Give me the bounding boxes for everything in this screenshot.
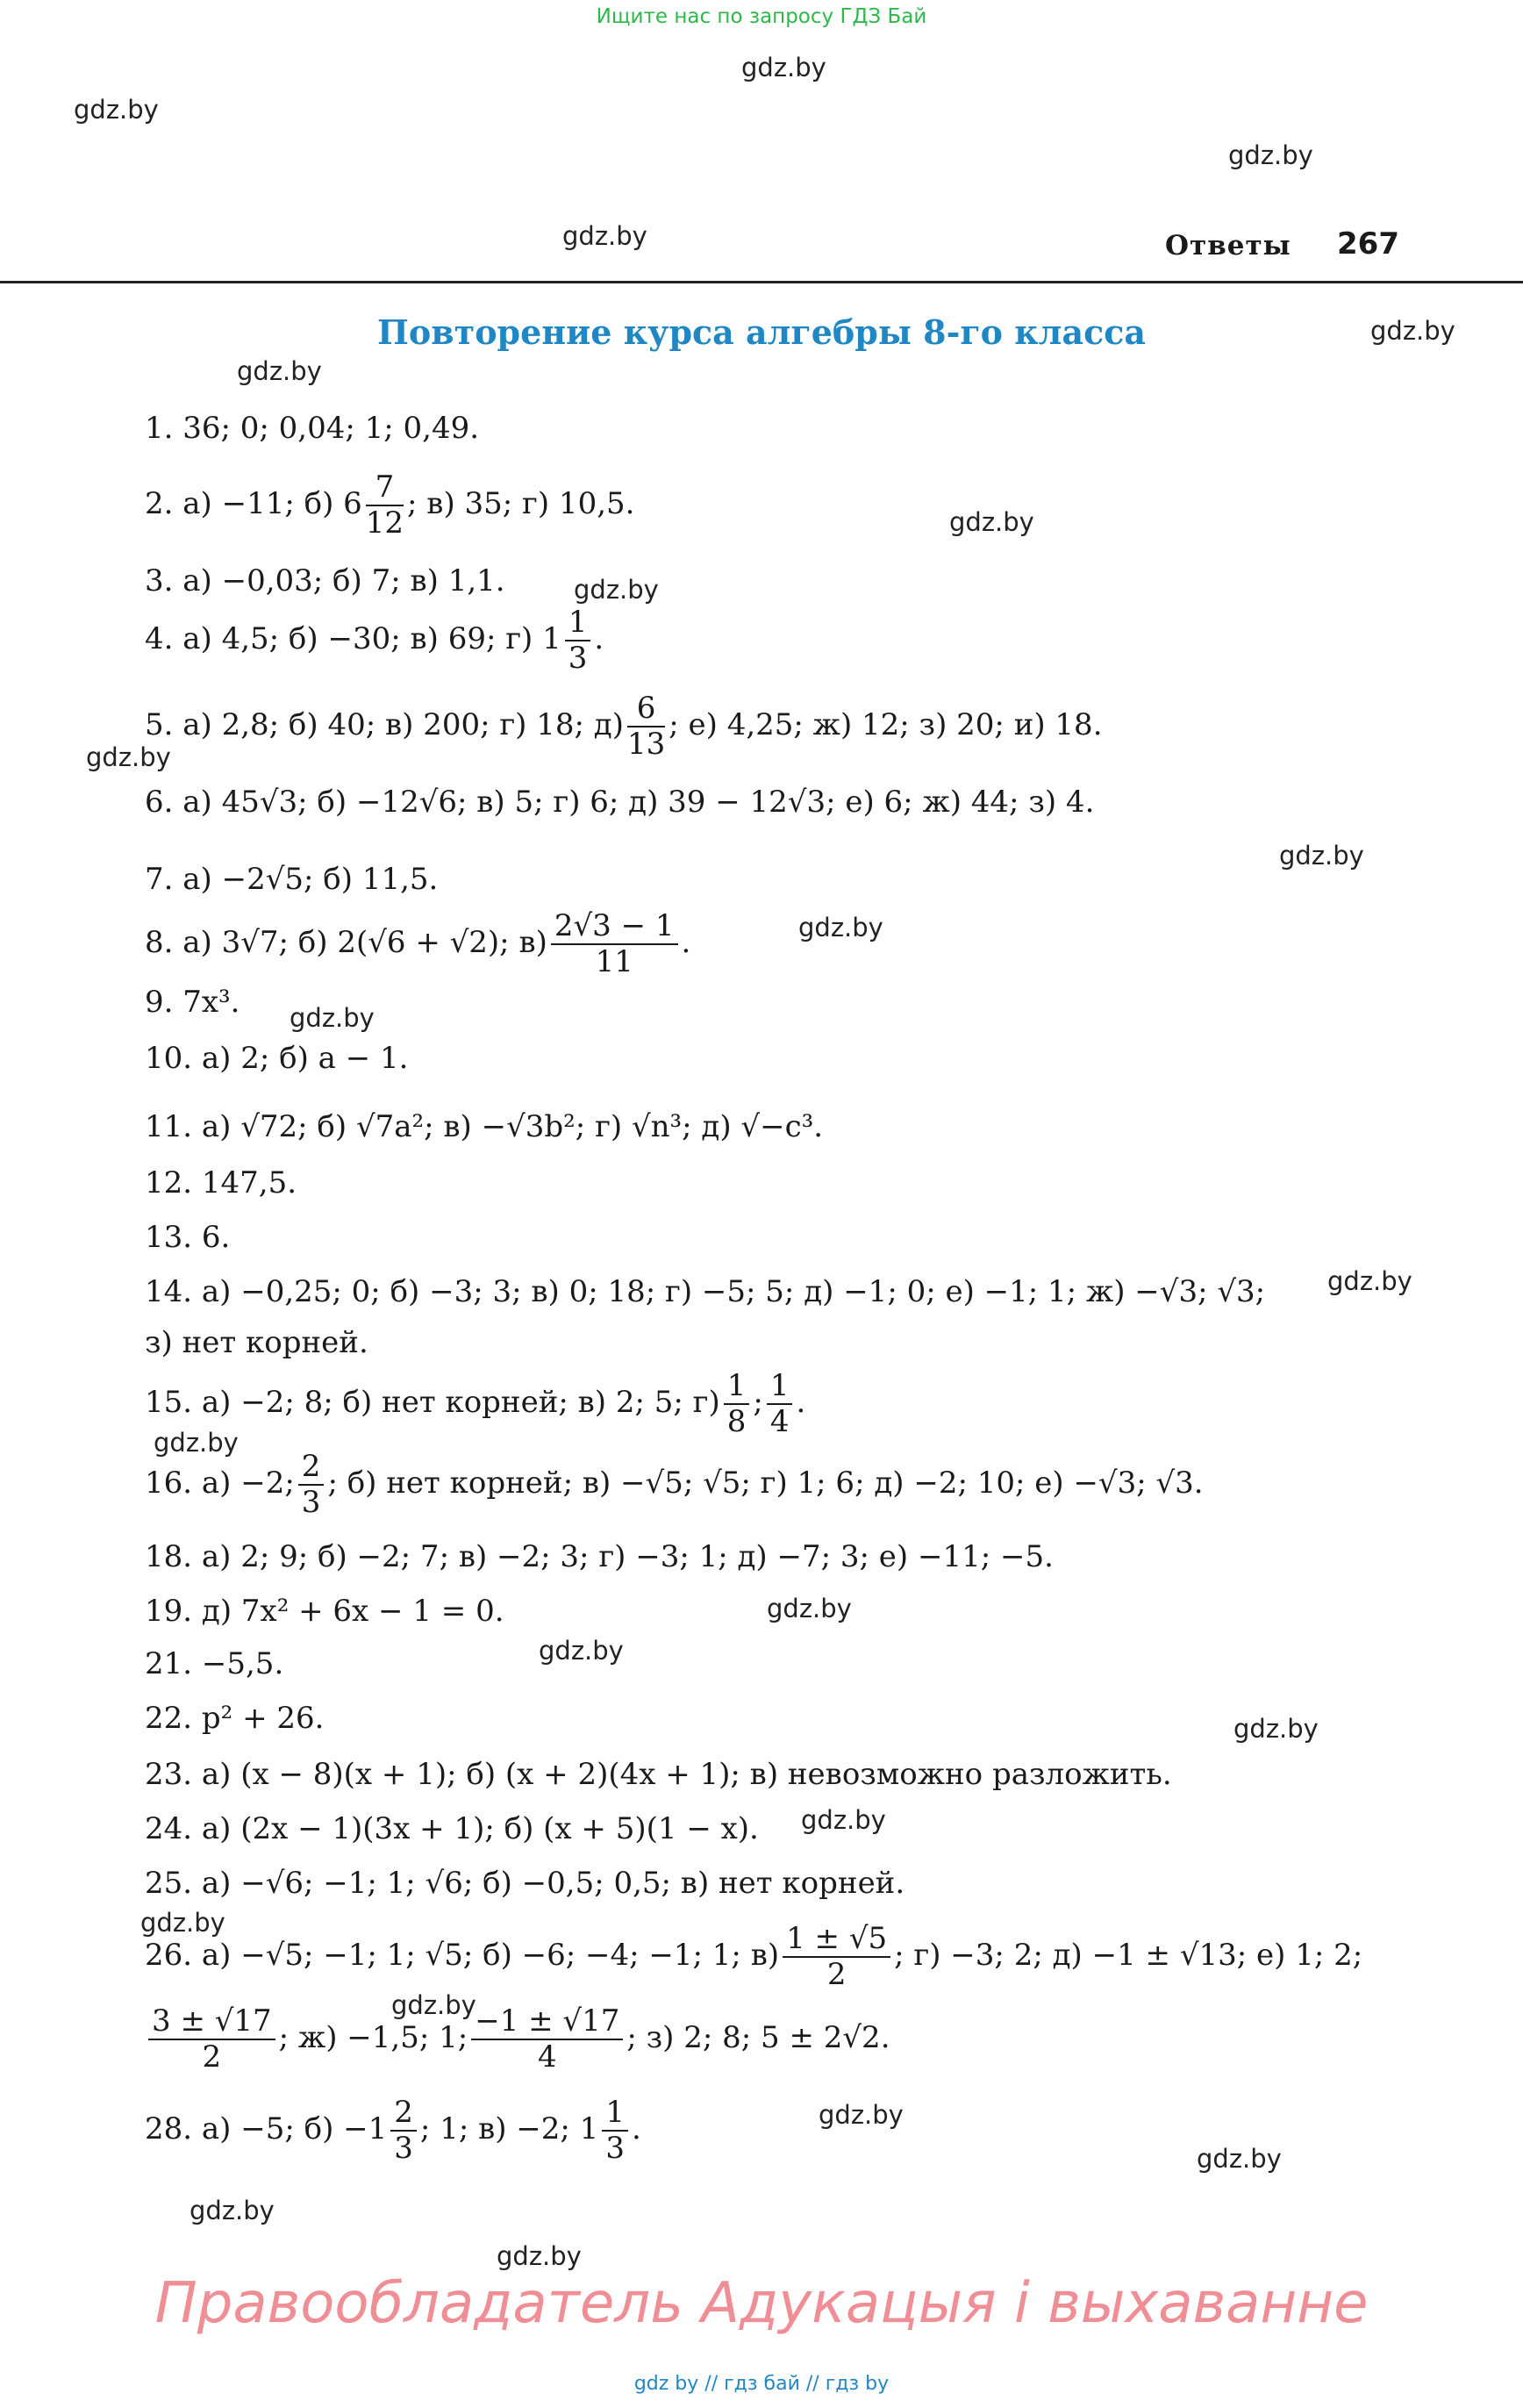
- answer-26: 26. а) −√5; −1; 1; √5; б) −6; −4; −1; 1; в) $\frac{1 \pm √5}{2}$ ; г) −3; 2; д) −1 ± √13; е) 1; 2;: [145, 1921, 1363, 1993]
- watermark: gdz.by: [1233, 1714, 1319, 1744]
- answer-8: 8. а) 3√7; б) 2(√6 + √2); в) $\frac{2√3 - 1}{11}$ .: [145, 908, 691, 980]
- watermark: gdz.by: [1327, 1266, 1412, 1296]
- watermark: gdz.by: [189, 2196, 275, 2225]
- answer-15: 15. а) −2; 8; б) нет корней; в) 2; 5; г) $\frac{1}{8}$ ; $\frac{1}{4}$ .: [145, 1368, 806, 1440]
- answer-7: 7. а) −2√5; б) 11,5.: [145, 862, 439, 897]
- watermark: gdz.by: [154, 1428, 239, 1458]
- answer-10: 10. а) 2; б) a − 1.: [145, 1041, 409, 1076]
- watermark: gdz.by: [819, 2100, 904, 2130]
- watermark: gdz.by: [391, 1990, 476, 2020]
- answer-21: 21. −5,5.: [145, 1646, 284, 1681]
- answer-5: 5. а) 2,8; б) 40; в) 200; г) 18; д) $\frac{6}{13}$ ; е) 4,25; ж) 12; з) 20; и) 18.: [145, 691, 1103, 763]
- answer-23: 23. а) (x − 8)(x + 1); б) (x + 2)(4x + 1); в) невозможно разложить.: [145, 1757, 1172, 1792]
- footer-links[interactable]: gdz by // гдз бай // гдз by: [633, 2373, 890, 2395]
- answer-25: 25. а) −√6; −1; 1; √6; б) −0,5; 0,5; в) нет корней.: [145, 1866, 905, 1901]
- watermark: gdz.by: [237, 356, 322, 386]
- answer-26-continued: $\frac{3 \pm √17}{2}$ ; ж) −1,5; 1; $\frac{-1 \pm √17}{4}$ ; з) 2; 8; 5 ± 2√2.: [145, 2004, 890, 2075]
- answer-14: 14. а) −0,25; 0; б) −3; 3; в) 0; 18; г) −5; 5; д) −1; 0; е) −1; 1; ж) −√3; √3;: [145, 1274, 1266, 1309]
- copyright-notice: Правообладатель Адукацыя і выхаванне: [154, 2271, 1369, 2336]
- answer-3: 3. а) −0,03; б) 7; в) 1,1.: [145, 563, 505, 598]
- watermark: gdz.by: [140, 1908, 225, 1938]
- watermark: gdz.by: [539, 1636, 624, 1666]
- running-header-title: Ответы: [1165, 230, 1291, 262]
- watermark: gdz.by: [74, 95, 159, 125]
- answer-9: 9. 7x³.: [145, 985, 240, 1020]
- watermark: gdz.by: [949, 507, 1034, 537]
- answer-2: 2. а) −11; б) 6 $\frac{7}{12}$ ; в) 35; г) 10,5.: [145, 469, 635, 541]
- watermark: gdz.by: [1279, 841, 1364, 871]
- answer-22: 22. p² + 26.: [145, 1701, 325, 1736]
- watermark: gdz.by: [798, 913, 883, 942]
- answer-11: 11. а) √72; б) √7a²; в) −√3b²; г) √n³; д) √−c³.: [145, 1109, 824, 1144]
- answer-28: 28. а) −5; б) −1 $\frac{2}{3}$ ; 1; в) −2; 1 $\frac{1}{3}$ .: [145, 2095, 641, 2167]
- answer-13: 13. 6.: [145, 1220, 231, 1255]
- watermark: gdz.by: [497, 2241, 582, 2271]
- answer-4: 4. а) 4,5; б) −30; в) 69; г) 1 $\frac{1}{3}$ .: [145, 605, 604, 677]
- answer-16: 16. а) −2; $\frac{2}{3}$ ; б) нет корней; в) −√5; √5; г) 1; 6; д) −2; 10; е) −√3; √3.: [145, 1449, 1204, 1521]
- watermark: gdz.by: [741, 53, 826, 82]
- watermark: gdz.by: [1197, 2144, 1282, 2174]
- page-number: 267: [1337, 226, 1399, 262]
- watermark: gdz.by: [290, 1003, 375, 1033]
- watermark: gdz.by: [1228, 140, 1313, 170]
- answer-19: 19. д) 7x² + 6x − 1 = 0.: [145, 1594, 504, 1629]
- watermark: gdz.by: [86, 742, 171, 772]
- answer-18: 18. а) 2; 9; б) −2; 7; в) −2; 3; г) −3; 1; д) −7; 3; е) −11; −5.: [145, 1539, 1054, 1574]
- watermark: gdz.by: [1370, 316, 1455, 346]
- watermark: gdz.by: [574, 575, 659, 605]
- watermark: gdz.by: [767, 1594, 852, 1623]
- section-title: Повторение курса алгебры 8-го класса: [377, 312, 1146, 352]
- top-search-note: Ищите нас по запросу ГДЗ Бай: [596, 5, 927, 28]
- header-rule: [0, 281, 1523, 283]
- answer-1: 1. 36; 0; 0,04; 1; 0,49.: [145, 411, 480, 446]
- answer-6: 6. а) 45√3; б) −12√6; в) 5; г) 6; д) 39 − 12√3; е) 6; ж) 44; з) 4.: [145, 785, 1095, 820]
- answer-14-continued: з) нет корней.: [145, 1325, 368, 1360]
- answer-24: 24. а) (2x − 1)(3x + 1); б) (x + 5)(1 − x).: [145, 1811, 759, 1846]
- watermark: gdz.by: [562, 221, 647, 251]
- answer-12: 12. 147,5.: [145, 1165, 297, 1200]
- watermark: gdz.by: [801, 1805, 886, 1835]
